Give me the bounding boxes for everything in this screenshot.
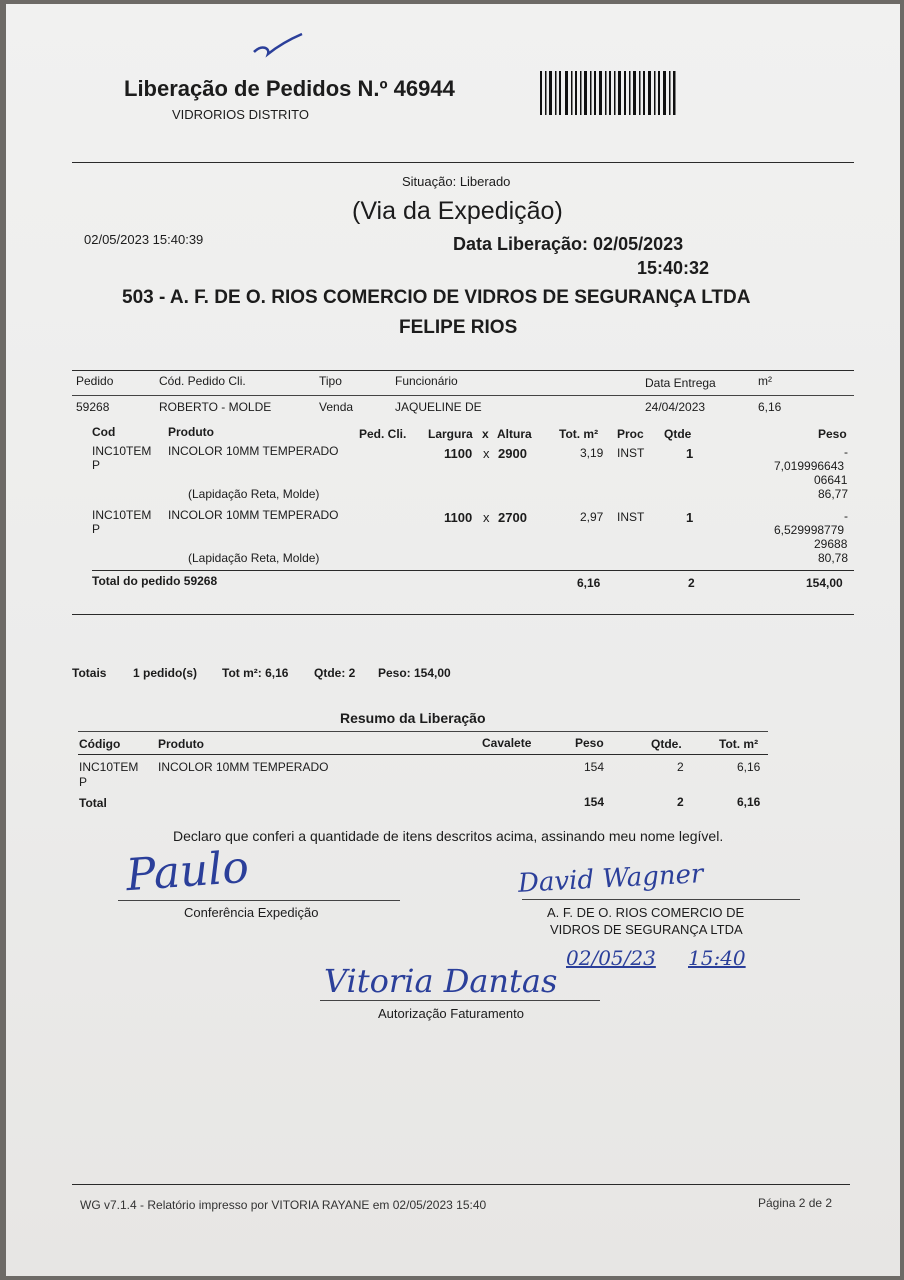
handwritten-date: 02/05/23 [566,946,656,970]
resumo-col-codigo: Código [79,737,121,751]
signature-paulo: Paulo [124,841,251,902]
item-tot-m2: 3,19 [580,446,604,460]
resumo-col-tot-m2: Tot. m² [719,737,759,751]
item-qtde: 1 [686,510,694,525]
order-table-bottom-line [72,614,854,615]
header-divider [72,162,854,163]
client-name: FELIPE RIOS [399,317,518,338]
document-page [6,4,900,1276]
label-cliente-2: VIDROS DE SEGURANÇA LTDA [550,922,743,937]
resumo-peso: 154 [584,760,605,774]
totals-qtde: Qtde: 2 [314,666,356,680]
declaration-text: Declaro que conferi a quantidade de itens descritos acima, assinando meu nome legível. [173,828,724,844]
label-cliente-1: A. F. DE O. RIOS COMERCIO DE [547,905,745,920]
item-peso-total: 86,77 [818,487,849,501]
resumo-total-tot-m2: 6,16 [737,795,761,809]
item-produto: INCOLOR 10MM TEMPERADO [168,508,339,522]
item-produto: INCOLOR 10MM TEMPERADO [168,444,339,458]
resumo-col-peso: Peso [575,736,604,750]
printed-timestamp: 02/05/2023 15:40:39 [84,232,204,247]
resumo-top-line [78,731,768,732]
data-liberacao-time: 15:40:32 [637,258,710,278]
totals-label: Totais [72,666,107,680]
item-peso-cont: 06641 [814,473,848,487]
resumo-title: Resumo da Liberação [340,710,486,726]
pen-mark-icon [248,30,308,60]
resumo-total-peso: 154 [584,795,605,809]
order-header-line [72,395,854,396]
resumo-produto: INCOLOR 10MM TEMPERADO [158,760,329,774]
col-proc: Proc [617,427,644,441]
col-peso: Peso [818,427,847,441]
page-title: Liberação de Pedidos N.º 46944 [124,76,455,101]
item-qtde: 1 [686,446,694,461]
signature-vitoria: Vitoria Dantas [324,962,558,1000]
item-x: x [483,510,490,525]
item-altura: 2900 [498,446,527,461]
col-ped-cli: Ped. Cli. [359,427,407,441]
item-peso-dash: - [844,445,848,459]
label-conferencia: Conferência Expedição [184,905,319,920]
order-total-label: Total do pedido 59268 [92,574,218,588]
data-liberacao: Data Liberação: 02/05/2023 [453,234,684,254]
col-qtde: Qtde [664,427,692,441]
col-largura: Largura [428,427,473,441]
resumo-total-qtde: 2 [677,795,684,809]
item-peso: 7,019996643 [774,459,845,473]
order-total-m2: 6,16 [577,576,601,590]
company-name: VIDRORIOS DISTRITO [172,107,309,122]
totals-m2: Tot m²: 6,16 [222,666,289,680]
item-largura: 1100 [444,446,473,461]
item-peso: 6,529998779 [774,523,845,537]
resumo-col-produto: Produto [158,737,204,751]
item-cod: INC10TEM [92,444,152,458]
resumo-codigo: INC10TEM [79,760,139,774]
item-peso-cont: 29688 [814,537,848,551]
barcode-icon [538,71,678,115]
order-m2: 6,16 [758,400,782,414]
order-total-peso: 154,00 [806,576,843,590]
item-proc: INST [617,446,645,460]
item-cod-cont: P [92,522,101,536]
item-proc: INST [617,510,645,524]
col-m2: m² [758,374,772,388]
item-peso-total: 80,78 [818,551,849,565]
resumo-header-line [78,754,768,755]
item-cod: INC10TEM [92,508,152,522]
signature-line-autorizacao [320,1000,600,1001]
item-obs: (Lapidação Reta, Molde) [188,487,320,501]
item-x: x [483,446,490,461]
order-funcionario: JAQUELINE DE [395,400,482,414]
resumo-tot-m2: 6,16 [737,760,761,774]
col-data-entrega: Data Entrega [645,376,716,390]
item-tot-m2: 2,97 [580,510,604,524]
signature-david: David Wagner [517,859,705,899]
situacao-label: Situação: Liberado [402,174,511,189]
item-cod-cont: P [92,458,101,472]
order-total-line [92,570,854,571]
via-label: (Via da Expedição) [352,197,563,225]
col-funcionario: Funcionário [395,374,458,388]
col-altura: Altura [497,427,532,441]
label-autorizacao: Autorização Faturamento [378,1006,524,1021]
order-tipo: Venda [319,400,354,414]
col-tot-m2: Tot. m² [559,427,599,441]
col-x: x [482,427,489,441]
order-pedido: 59268 [76,400,110,414]
footer-divider [72,1184,850,1185]
resumo-qtde: 2 [677,760,684,774]
col-cod-cli: Cód. Pedido Cli. [159,374,246,388]
resumo-codigo-cont: P [79,775,88,789]
order-total-qtde: 2 [688,576,695,590]
totals-pedidos: 1 pedido(s) [133,666,198,680]
resumo-total-label: Total [79,796,107,810]
col-pedido: Pedido [76,374,114,388]
item-largura: 1100 [444,510,473,525]
col-tipo: Tipo [319,374,342,388]
footer-printed-by: WG v7.1.4 - Relatório impresso por VITORIA RAYANE em 02/05/2023 15:40 [80,1198,487,1212]
signature-line-cliente [522,899,800,900]
resumo-col-cavalete: Cavalete [482,736,532,750]
resumo-col-qtde: Qtde. [651,737,682,751]
item-peso-dash: - [844,509,848,523]
item-altura: 2700 [498,510,527,525]
signature-line-conferencia [118,900,400,901]
totals-peso: Peso: 154,00 [378,666,451,680]
col-produto: Produto [168,425,214,439]
client-line: 503 - A. F. DE O. RIOS COMERCIO DE VIDROS DE SEGURANÇA LTDA [122,287,751,308]
handwritten-time: 15:40 [688,946,746,970]
item-obs: (Lapidação Reta, Molde) [188,551,320,565]
order-data-entrega: 24/04/2023 [645,400,706,414]
order-cod-cli: ROBERTO - MOLDE [159,400,272,414]
col-cod: Cod [92,425,116,439]
order-table-top-line [72,370,854,371]
footer-page-number: Página 2 de 2 [758,1196,833,1210]
